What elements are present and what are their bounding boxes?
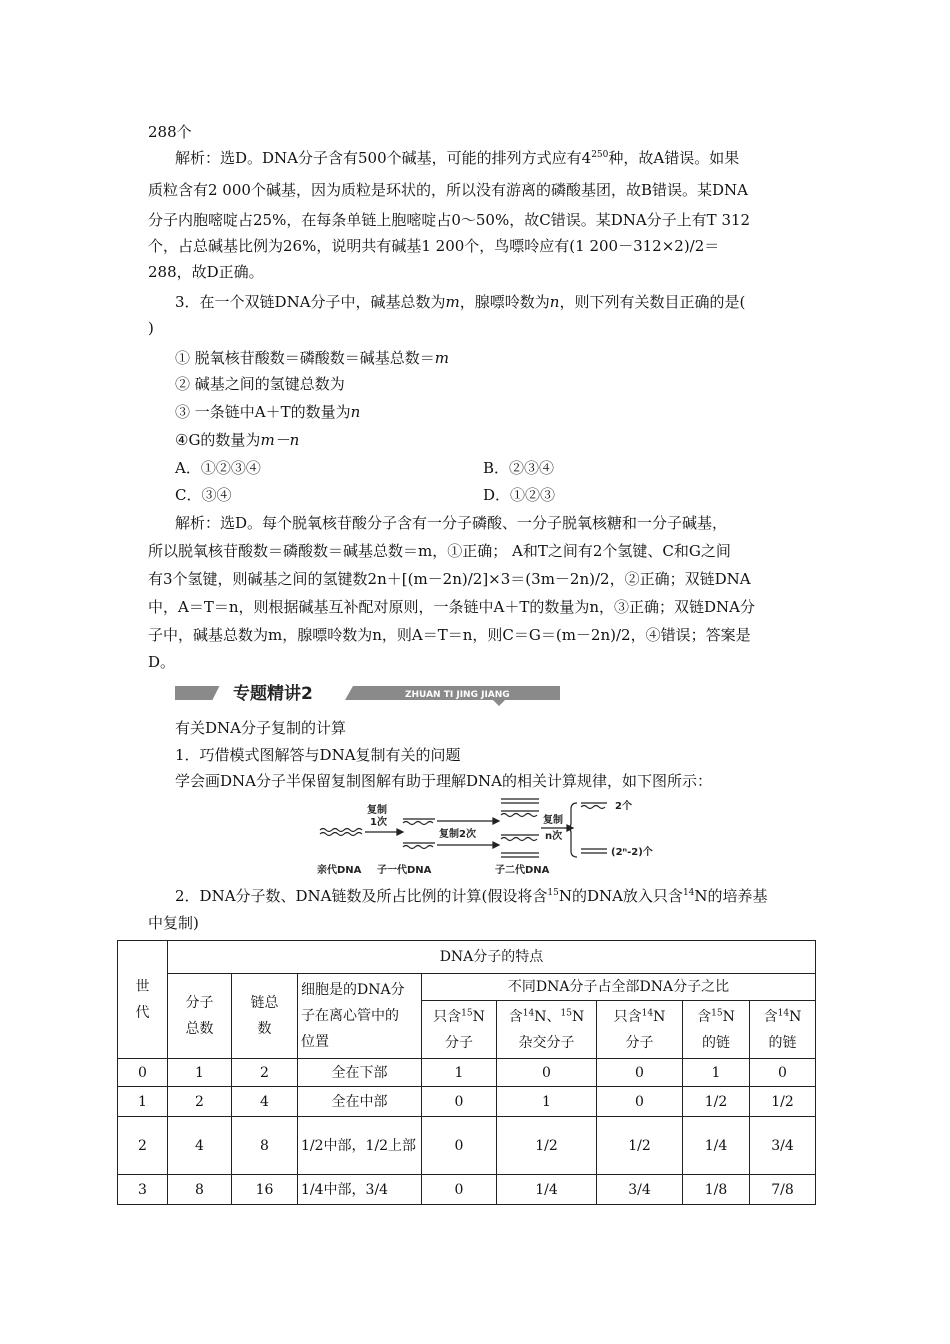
text-line: 个，占总碱基比例为26%，说明共有碱基1 200个，鸟嘌呤应有(1 200－312×2)/2＝ (148, 237, 720, 255)
header-total-chains: 链总数 (232, 974, 298, 1059)
statement-4: ④G的数量为m－n (175, 431, 300, 449)
text-line: 1．巧借模式图解答与DNA复制有关的问题 (175, 746, 461, 764)
header-only-14n: 只含$^{14}$N 分子 (597, 1001, 683, 1059)
header-position: 细胞是的DNA分子在离心管中的位置 (298, 974, 422, 1059)
text-line: D。 (148, 653, 176, 671)
child2-dna-label: 子二代DNA (495, 865, 550, 876)
copy-n-label: 复制 (543, 815, 563, 826)
text-line: 所以脱氧核苷酸数＝磷酸数＝碱基总数＝m，①正确； A和T之间有2个氢键、C和G之间 (148, 542, 731, 560)
dna-replication-table (117, 940, 816, 1205)
child1-dna-label: 子一代DNA (377, 865, 432, 876)
copy-1-times: 1次 (370, 817, 387, 828)
count-2-label: 2个 (615, 801, 632, 812)
option-b: B．②③④ (483, 459, 555, 477)
header-ratio: 不同DNA分子占全部DNA分子之比 (422, 974, 816, 1001)
header-14n-chain: 含$^{14}$N 的链 (750, 1001, 816, 1059)
table-row: 2 4 8 1/2中部，1/2上部 0 1/2 1/2 1/4 3/4 (118, 1117, 816, 1175)
parent-dna-label: 亲代DNA (317, 865, 362, 876)
text-line: ) (148, 319, 154, 337)
count-n-label: (2ⁿ-2)个 (611, 847, 653, 858)
option-c: C．③④ (175, 486, 232, 504)
text-line: 288，故D正确。 (148, 263, 264, 281)
text-line: 分子内胞嘧啶占25%，在每条单链上胞嘧啶占0～50%，故C错误。某DNA分子上有T 312 (148, 211, 751, 229)
banner-title: 专题精讲2 (233, 684, 313, 704)
text-line: 288个 (148, 123, 192, 141)
analysis-line: 解析：选D。每个脱氧核苷酸分子含有一分子磷酸、一分子脱氧核糖和一分子碱基， (175, 514, 728, 532)
header-generation: 世代 (118, 941, 168, 1059)
text-line: 中复制) (148, 914, 199, 932)
copy-2-label: 复制2次 (439, 829, 476, 840)
text-line: 质粒含有2 000个碱基，因为质粒是环状的，所以没有游离的磷酸基团，故B错误。某DNA (148, 181, 748, 199)
text-line: 2．DNA分子数、DNA链数及所占比例的计算(假设将含$^{15}$N的DNA放入只含$^{14}$N的培养基 (175, 887, 768, 905)
text-line: 子中，碱基总数为m，腺嘌呤数为n，则A＝T＝n，则C＝G＝(m－2n)/2，④错误；答案是 (148, 626, 751, 644)
replication-diagram (315, 795, 675, 885)
text-line: 有3个氢键，则碱基之间的氢键数2n＋[(m－2n)/2]×3＝(3m－2n)/2，②正确；双链DNA (148, 570, 751, 588)
header-hybrid: 含$^{14}$N、$^{15}$N 杂交分子 (497, 1001, 597, 1059)
text-line: 中，A＝T＝n，则根据碱基互补配对原则，一条链中A＋T的数量为n，③正确；双链DNA分 (148, 598, 755, 616)
statement-2: ② 碱基之间的氢键总数为 (175, 375, 345, 393)
table-row: 3 8 16 1/4中部，3/4 0 1/4 3/4 1/8 7/8 (118, 1175, 816, 1205)
header-features: DNA分子的特点 (168, 941, 816, 974)
option-d: D．①②③ (483, 486, 556, 504)
header-only-15n: 只含$^{15}$N 分子 (422, 1001, 497, 1059)
header-total-molecules: 分子总数 (168, 974, 232, 1059)
question-3: 3．在一个双链DNA分子中，碱基总数为m，腺嘌呤数为n，则下列有关数目正确的是( (175, 293, 746, 311)
copy-n-times: n次 (545, 831, 563, 842)
section-banner (175, 678, 560, 706)
banner-pinyin: ZHUAN TI JING JIANG (405, 690, 510, 700)
copy-1-label: 复制 (367, 805, 387, 816)
section-heading: 有关DNA分子复制的计算 (175, 719, 346, 737)
text-line: 学会画DNA分子半保留复制图解有助于理解DNA的相关计算规律，如下图所示： (175, 772, 712, 790)
header-15n-chain: 含$^{15}$N 的链 (683, 1001, 750, 1059)
statement-3: ③ 一条链中A＋T的数量为n (175, 403, 361, 421)
table-row: 1 2 4 全在中部 0 1 0 1/2 1/2 (118, 1087, 816, 1117)
option-a: A．①②③④ (175, 459, 261, 477)
analysis-line: 解析：选D。DNA分子含有500个碱基，可能的排列方式应有$4^{250}$种，故A错误。如果 (175, 149, 740, 167)
table-row: 0 1 2 全在下部 1 0 0 1 0 (118, 1059, 816, 1087)
statement-1: ① 脱氧核苷酸数＝磷酸数＝碱基总数＝m (175, 349, 450, 367)
